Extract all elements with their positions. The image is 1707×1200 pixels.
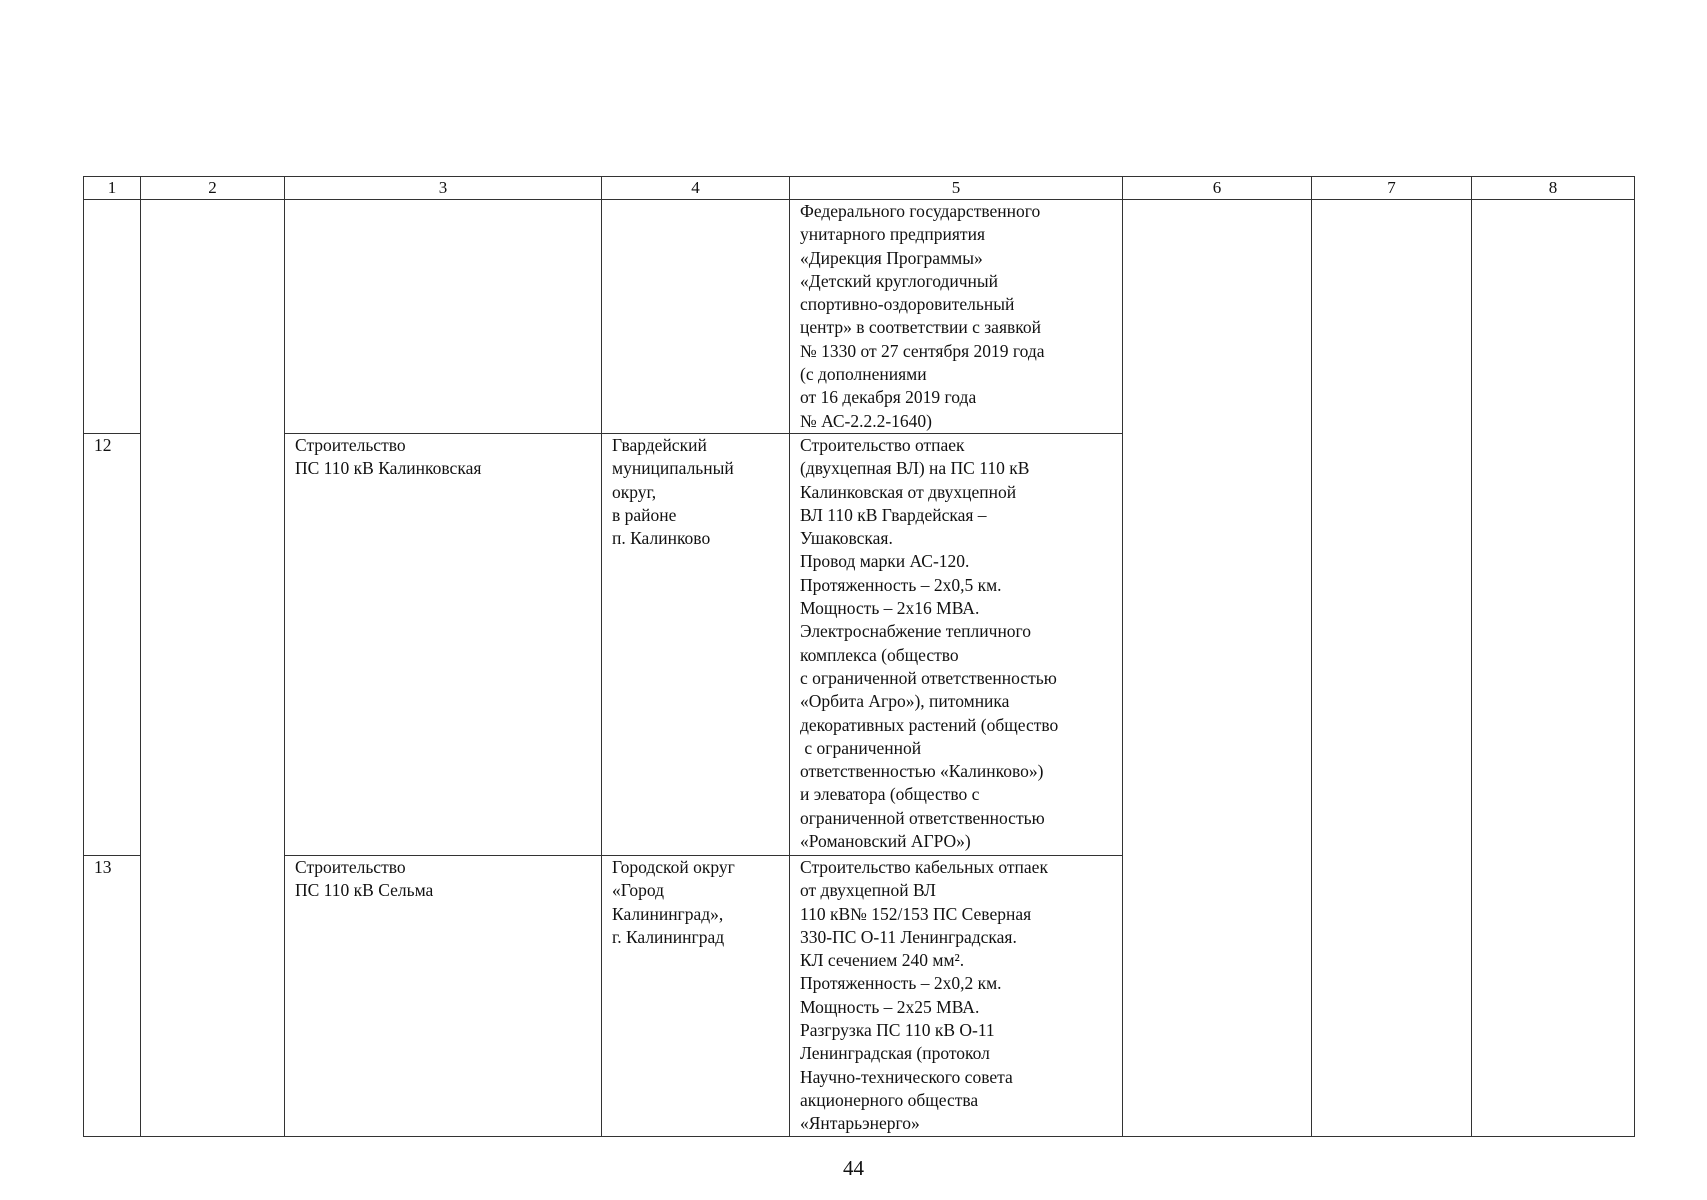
table-cell (1312, 200, 1472, 1137)
text-line: «Орбита Агро»), питомника (800, 691, 1010, 712)
text-line: округ, (612, 481, 657, 502)
row-number: 12 (84, 434, 141, 856)
object-name-cell (285, 856, 602, 1137)
text-line: Разгрузка ПС 110 кВ О-11 (800, 1020, 995, 1041)
text-line: Мощность – 2х25 МВА. (800, 996, 980, 1017)
text-line: Строительство кабельных отпаек (800, 857, 1048, 877)
description-cell (790, 200, 1123, 434)
text-line: ответственностью «Калинково») (800, 761, 1044, 782)
text-line: Городской округ (612, 857, 735, 877)
text-line: КЛ сечением 240 мм². (800, 950, 965, 971)
column-number-header-row (84, 177, 1635, 200)
text-line: Научно-технического совета (800, 1066, 1013, 1087)
text-line: ПС 110 кВ Сельма (295, 880, 434, 901)
column-header: 8 (1472, 177, 1635, 200)
table-cell (141, 200, 285, 1137)
text-line: муниципальный (612, 458, 734, 479)
row-number: 13 (84, 856, 141, 1137)
text-line: Федерального государственного (800, 201, 1041, 221)
text-line: акционерного общества (800, 1089, 979, 1110)
column-header: 1 (84, 177, 141, 200)
column-header: 3 (285, 177, 602, 200)
text-line: Электроснабжение тепличного (800, 621, 1032, 642)
text-line: ПС 110 кВ Калинковская (295, 458, 482, 479)
table-cell (285, 200, 602, 434)
projects-table (83, 176, 1635, 1137)
text-line: от двухцепной ВЛ (800, 880, 936, 901)
text-line: п. Калинково (612, 528, 711, 549)
text-line: (двухцепная ВЛ) на ПС 110 кВ (800, 458, 1030, 479)
text-line: декоративных растений (общество (800, 714, 1059, 735)
text-line: «Город (612, 880, 664, 901)
text-line: «Детский круглогодичный (800, 270, 998, 291)
column-header: 7 (1312, 177, 1472, 200)
text-line: Мощность – 2х16 МВА. (800, 598, 980, 619)
text-line: Ушаковская. (800, 528, 893, 549)
text-line: «Романовский АГРО») (800, 831, 971, 852)
text-line: с ограниченной (800, 737, 922, 758)
description-cell (790, 434, 1123, 856)
text-line: от 16 декабря 2019 года (800, 387, 977, 408)
text-line: и элеватора (общество с (800, 784, 980, 805)
text-line: Гвардейский (612, 435, 707, 455)
text-line: Протяженность – 2х0,5 км. (800, 574, 1002, 595)
table-cell (84, 200, 141, 434)
text-line: № АС-2.2.2-1640) (800, 410, 932, 431)
text-line: в районе (612, 504, 677, 525)
text-line: (с дополнениями (800, 364, 927, 385)
column-header: 6 (1123, 177, 1312, 200)
text-line: 110 кВ№ 152/153 ПС Северная (800, 903, 1032, 924)
continuation-row (84, 200, 1635, 434)
text-line: унитарного предприятия (800, 224, 985, 245)
text-line: Протяженность – 2х0,2 км. (800, 973, 1002, 994)
description-cell (790, 856, 1123, 1137)
location-cell (602, 434, 790, 856)
text-line: Строительство (295, 857, 406, 877)
text-line: «Дирекция Программы» (800, 247, 983, 268)
table-cell (1472, 200, 1635, 1137)
text-line: Ленинградская (протокол (800, 1043, 990, 1064)
text-line: ограниченной ответственностью (800, 807, 1045, 828)
object-name-cell (285, 434, 602, 856)
page-number: 44 (843, 1156, 864, 1180)
text-line: «Янтарьэнерго» (800, 1113, 920, 1134)
column-header: 2 (141, 177, 285, 200)
column-header: 5 (790, 177, 1123, 200)
text-line: г. Калининград (612, 926, 725, 947)
text-line: Провод марки АС-120. (800, 551, 970, 572)
column-header: 4 (602, 177, 790, 200)
text-line: ВЛ 110 кВ Гвардейская – (800, 504, 987, 525)
table-cell (1123, 200, 1312, 1137)
text-line: Строительство (295, 435, 406, 455)
text-line: 330-ПС О-11 Ленинградская. (800, 926, 1017, 947)
text-line: № 1330 от 27 сентября 2019 года (800, 340, 1045, 361)
text-line: Калининград», (612, 903, 724, 924)
text-line: с ограниченной ответственностью (800, 667, 1057, 688)
table-cell (602, 200, 790, 434)
location-cell (602, 856, 790, 1137)
text-line: комплекса (общество (800, 644, 959, 665)
text-line: Строительство отпаек (800, 435, 965, 455)
text-line: Калинковская от двухцепной (800, 481, 1017, 502)
text-line: центр» в соответствии с заявкой (800, 317, 1041, 338)
text-line: спортивно-оздоровительный (800, 294, 1015, 315)
